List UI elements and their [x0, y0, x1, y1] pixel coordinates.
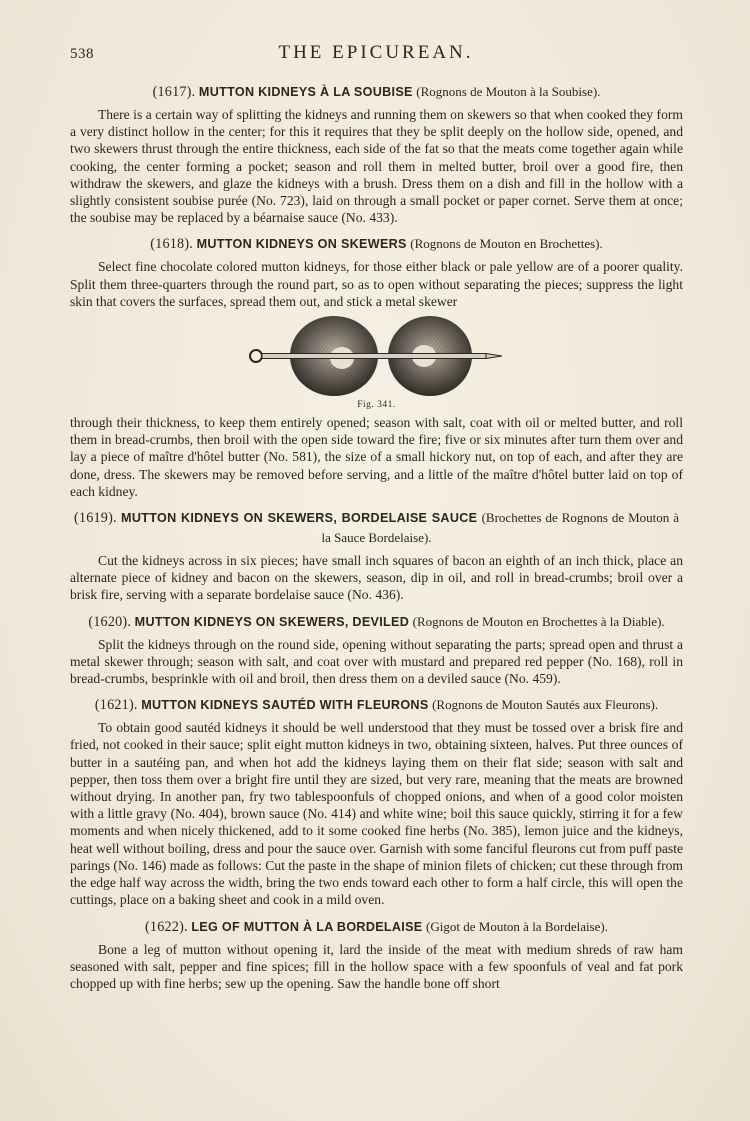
kidney-skewer-illustration — [246, 314, 506, 398]
recipe-1622 — [70, 917, 683, 993]
recipe-french-title: (Rognons de Mouton Sautés aux Fleurons). — [432, 697, 659, 713]
recipe-number: (1620). — [88, 613, 132, 630]
recipe-body: Select fine chocolate colored mutton kidneys, for those either black or pale yellow are of a poorer quality. Split them three-quarters through the round part, so as to open without separating the pieces; suppress the light skin that covers the surfaces, spread them out, and stick a metal skewer — [70, 259, 683, 309]
kidney-skewer-figure — [70, 314, 683, 412]
recipe-heading — [70, 82, 683, 102]
recipe-heading — [70, 508, 683, 548]
page-number: 538 — [70, 46, 94, 62]
recipe-1619 — [70, 508, 683, 604]
recipe-title: MUTTON KIDNEYS ON SKEWERS — [196, 237, 407, 252]
recipe-french-title: (Rognons de Mouton en Brochettes). — [410, 236, 603, 252]
recipe-french-title: (Gigot de Mouton à la Bordelaise). — [426, 918, 609, 934]
recipe-number: (1617). — [152, 84, 196, 100]
recipe-number: (1618). — [150, 236, 194, 253]
recipe-heading — [70, 917, 683, 937]
recipe-french-title: (Rognons de Mouton en Brochettes à la Diable). — [412, 613, 665, 629]
recipe-number: (1621). — [94, 697, 138, 714]
recipe-body-continued: through their thickness, to keep them entirely opened; season with salt, coat with oil or melted butter, and roll them in bread-crumbs, then broil with the open side toward the fire; five or six minutes after turn them over and lay a piece of maître d'hôtel butter (No. 581), the size of a small hickory nut, on top of each, and after they are done, dress. The skewers may be removed before serving, and a little of the maître d'hôtel butter laid on top of each kidney. — [70, 415, 683, 499]
recipe-1618 — [70, 234, 683, 500]
recipe-number: (1622). — [144, 918, 188, 935]
recipe-french-title: (Brochettes de Rognons de Mouton à la Sauce Bordelaise). — [321, 510, 680, 546]
recipe-title: MUTTON KIDNEYS ON SKEWERS, BORDELAISE SAUCE — [121, 511, 478, 526]
recipe-body: To obtain good sautéd kidneys it should be well understood that they must be tossed over a brisk fire and fried, not cooked in their sauce; split eight mutton kidneys in two, obtaining sixteen, halves. Put three ounces of butter in a sautéing pan, and when hot add the kidneys laying them on their flat side; season with salt and pepper, then toss them over a bright fire until they are sized, but very rare, meaning that the meats are browned without drying. In another pan, fry two tablespoonfuls of chopped onions, and when of a good color moisten with a little gravy (No. 404), brown sauce (No. 414) and white wine; boil this sauce quickly, stirring it for a few moments and when nicely thickened, add to it some cooked fine herbs (No. 385), lemon juice and the kidneys, heat well without boiling, dress and pour the sauce over. Garnish with some fanciful fleurons cut from puff paste parings (No. 146) made as follows: Cut the paste in the shape of minion filets of chicken; cut these through from the edge half way across the width, bring the two ends toward each other to form a half circle, this will open the cuttings, place on a baking sheet and cook in a mild oven. — [70, 720, 683, 908]
recipe-heading — [70, 612, 683, 632]
recipe-body: Split the kidneys through on the round side, opening without separating the parts; spread open and thrust a metal skewer through; season with salt, and coat over with mustard and prepared red pepper (No. 168), roll in bread-crumbs, besprinkle with oil and broil, then dress them on a deviled sauce (No. 459). — [70, 636, 683, 687]
recipe-1620 — [70, 612, 683, 688]
recipe-title: MUTTON KIDNEYS À LA SOUBISE — [198, 85, 413, 99]
figure-caption: Fig. 341. — [357, 400, 396, 411]
recipe-title: LEG OF MUTTON À LA BORDELAISE — [191, 919, 423, 934]
recipe-body: Cut the kidneys across in six pieces; have small inch squares of bacon an eighth of an inch thick, place an alternate piece of kidney and bacon on the skewers, season, dip in oil, and roll in bread-crumbs; broil over a brisk fire, serving with a separate bordelaise sauce (No. 436). — [70, 553, 683, 603]
running-head — [70, 42, 682, 68]
recipe-1621 — [70, 695, 683, 908]
recipe-body: There is a certain way of splitting the kidneys and running them on skewers so that when cooked they form a very distinct hollow in the center; for this it requires that they be split deeply on the hollow side, opened, and two skewers thrust through the entire thickness, each side of the fat so that the meats come together again while cooking, the center forming a pocket; season and roll them in melted butter, broil over a good fire, then withdraw the skewers, and glaze the kidneys with a brush. Dress them on a dish and fill in the hollow with a slightly consistent soubise purée (No. 723), laid on through a small pocket or paper cornet. Serve them at once; the soubise may be replaced by a béarnaise sauce (No. 433). — [70, 107, 683, 226]
recipe-title: MUTTON KIDNEYS ON SKEWERS, DEVILED — [134, 614, 410, 629]
page-content — [70, 82, 683, 1000]
recipe-body: Bone a leg of mutton without opening it, lard the inside of the meat with medium shreds of raw ham seasoned with salt, pepper and fine spices; fill in the hollow space with a few spoonfuls of veal and fat pork chopped up with fine herbs; sew up the opening. Saw the handle bone off short — [70, 941, 683, 991]
running-title: THE EPICUREAN. — [278, 42, 474, 63]
recipe-title: MUTTON KIDNEYS SAUTÉD WITH FLEURONS — [141, 698, 429, 713]
recipe-number: (1619). — [74, 510, 117, 527]
recipe-french-title: (Rognons de Mouton à la Soubise). — [416, 84, 601, 99]
recipe-heading — [70, 234, 683, 254]
recipe-heading — [70, 695, 683, 715]
recipe-1617 — [70, 82, 683, 226]
